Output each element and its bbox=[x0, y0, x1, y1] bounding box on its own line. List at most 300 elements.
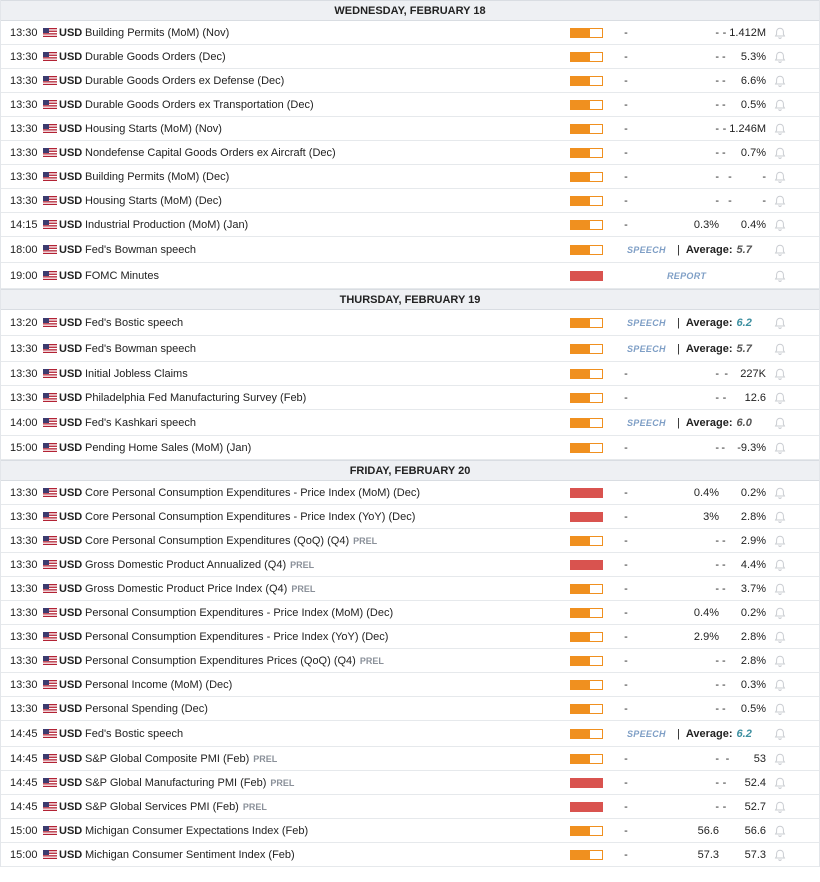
forecast-value: 0.3% bbox=[693, 218, 719, 231]
currency-code: USD bbox=[59, 630, 83, 643]
importance-bar bbox=[570, 704, 603, 714]
event-name-text: Fed's Kashkari speech bbox=[85, 416, 196, 429]
bell-icon[interactable] bbox=[773, 776, 787, 790]
actual-value: - bbox=[624, 582, 628, 595]
importance-bar bbox=[570, 656, 603, 666]
actual-value: - bbox=[624, 534, 628, 547]
importance-bar bbox=[570, 488, 603, 498]
us-flag-icon bbox=[43, 802, 57, 811]
event-name-text: Philadelphia Fed Manufacturing Survey (Feb) bbox=[85, 391, 307, 404]
event-name[interactable] bbox=[85, 21, 229, 44]
importance-bar bbox=[570, 245, 603, 255]
actual-value: - bbox=[624, 848, 628, 861]
forecast-value: - bbox=[715, 50, 719, 63]
event-name[interactable] bbox=[85, 213, 248, 236]
bell-icon[interactable] bbox=[773, 654, 787, 668]
importance-bar bbox=[570, 271, 603, 281]
event-row[interactable] bbox=[1, 747, 819, 771]
currency-code: USD bbox=[59, 243, 83, 256]
us-flag-icon bbox=[43, 100, 57, 109]
bell-icon[interactable] bbox=[773, 243, 787, 257]
forecast-value: - bbox=[715, 702, 719, 715]
bell-icon[interactable] bbox=[773, 678, 787, 692]
event-name[interactable] bbox=[85, 310, 183, 335]
previous-value: - 0.5% bbox=[721, 98, 766, 111]
currency-code: USD bbox=[59, 26, 83, 39]
divider: | bbox=[677, 316, 680, 329]
previous-value: - 52.4 bbox=[722, 776, 766, 789]
event-row[interactable] bbox=[1, 819, 819, 843]
event-name-text: Fed's Bowman speech bbox=[85, 243, 196, 256]
event-row[interactable] bbox=[1, 69, 819, 93]
bell-icon[interactable] bbox=[773, 582, 787, 596]
importance-bar bbox=[570, 632, 603, 642]
event-name-text: Personal Consumption Expenditures - Price Index (YoY) (Dec) bbox=[85, 630, 389, 643]
event-name-text: Durable Goods Orders (Dec) bbox=[85, 50, 226, 63]
actual-value: - bbox=[624, 800, 628, 813]
forecast-value: 56.6 bbox=[697, 824, 719, 837]
event-name[interactable] bbox=[85, 529, 377, 552]
event-row[interactable] bbox=[1, 529, 819, 553]
us-flag-icon bbox=[43, 584, 57, 593]
average-value: 6.2 bbox=[736, 727, 752, 740]
event-row[interactable] bbox=[1, 237, 819, 263]
event-time: 15:00 bbox=[10, 848, 38, 861]
currency-code: USD bbox=[59, 269, 83, 282]
currency-code: USD bbox=[59, 606, 83, 619]
us-flag-icon bbox=[43, 172, 57, 181]
event-row[interactable] bbox=[1, 165, 819, 189]
bell-icon[interactable] bbox=[773, 824, 787, 838]
event-time: 13:30 bbox=[10, 510, 38, 523]
event-name-text: Housing Starts (MoM) (Dec) bbox=[85, 194, 222, 207]
currency-code: USD bbox=[59, 510, 83, 523]
forecast-value: - bbox=[715, 441, 719, 454]
us-flag-icon bbox=[43, 778, 57, 787]
bell-icon[interactable] bbox=[773, 342, 787, 356]
event-name[interactable] bbox=[85, 93, 314, 116]
average-label: Average: bbox=[685, 316, 733, 329]
event-time: 19:00 bbox=[10, 269, 38, 282]
event-time: 13:30 bbox=[10, 98, 38, 111]
bell-icon[interactable] bbox=[773, 800, 787, 814]
us-flag-icon bbox=[43, 443, 57, 452]
importance-bar bbox=[570, 754, 603, 764]
bell-icon[interactable] bbox=[773, 486, 787, 500]
importance-bar bbox=[570, 318, 603, 328]
event-row[interactable] bbox=[1, 481, 819, 505]
event-name[interactable] bbox=[85, 45, 226, 68]
previous-value: - 227K bbox=[724, 367, 766, 380]
us-flag-icon bbox=[43, 196, 57, 205]
us-flag-icon bbox=[43, 512, 57, 521]
forecast-value: - bbox=[715, 391, 719, 404]
forecast-value: - bbox=[715, 776, 719, 789]
average-value: 6.2 bbox=[736, 316, 752, 329]
forecast-value: - bbox=[715, 800, 719, 813]
event-name[interactable] bbox=[85, 649, 384, 672]
currency-code: USD bbox=[59, 146, 83, 159]
event-name[interactable] bbox=[85, 795, 267, 818]
event-name-text: Gross Domestic Product Price Index (Q4) bbox=[85, 582, 288, 595]
event-name-text: S&P Global Manufacturing PMI (Feb) bbox=[85, 776, 267, 789]
importance-bar bbox=[570, 512, 603, 522]
forecast-value: - bbox=[715, 752, 719, 765]
speech-tag: SPEECH bbox=[627, 417, 666, 428]
event-name[interactable] bbox=[85, 69, 284, 92]
us-flag-icon bbox=[43, 729, 57, 738]
bell-icon[interactable] bbox=[773, 26, 787, 40]
event-name[interactable] bbox=[85, 577, 315, 600]
event-row[interactable] bbox=[1, 336, 819, 362]
event-name-text: Durable Goods Orders ex Transportation (Dec) bbox=[85, 98, 314, 111]
previous-value: - 1.412M bbox=[722, 26, 766, 39]
event-time: 13:30 bbox=[10, 194, 38, 207]
event-row[interactable] bbox=[1, 505, 819, 529]
event-name[interactable] bbox=[85, 237, 196, 262]
us-flag-icon bbox=[43, 488, 57, 497]
actual-value: - bbox=[624, 218, 628, 231]
forecast-value: - bbox=[715, 170, 719, 183]
event-name[interactable] bbox=[85, 481, 420, 504]
event-row[interactable] bbox=[1, 117, 819, 141]
currency-code: USD bbox=[59, 848, 83, 861]
forecast-value: - bbox=[715, 678, 719, 691]
bell-icon[interactable] bbox=[773, 630, 787, 644]
importance-bar bbox=[570, 418, 603, 428]
speech-tag: SPEECH bbox=[627, 728, 666, 739]
bell-icon[interactable] bbox=[773, 391, 787, 405]
bell-icon[interactable] bbox=[773, 752, 787, 766]
actual-value: - bbox=[624, 367, 628, 380]
bell-icon[interactable] bbox=[773, 848, 787, 862]
us-flag-icon bbox=[43, 76, 57, 85]
event-row[interactable] bbox=[1, 577, 819, 601]
us-flag-icon bbox=[43, 850, 57, 859]
event-name-text: Industrial Production (MoM) (Jan) bbox=[85, 218, 249, 231]
importance-bar bbox=[570, 608, 603, 618]
event-name[interactable] bbox=[85, 625, 388, 648]
event-name-text: Building Permits (MoM) (Nov) bbox=[85, 26, 230, 39]
forecast-value: - bbox=[715, 26, 719, 39]
us-flag-icon bbox=[43, 536, 57, 545]
event-time: 13:30 bbox=[10, 534, 38, 547]
event-name-text: Core Personal Consumption Expenditures - Price Index (MoM) (Dec) bbox=[85, 486, 421, 499]
previous-value: - 3.7% bbox=[721, 582, 766, 595]
event-time: 14:00 bbox=[10, 416, 38, 429]
event-name[interactable] bbox=[85, 505, 415, 528]
previous-value: - - bbox=[728, 170, 766, 183]
bell-icon[interactable] bbox=[773, 534, 787, 548]
forecast-value: - bbox=[715, 194, 719, 207]
event-name-text: Personal Consumption Expenditures Prices (QoQ) (Q4) bbox=[85, 654, 356, 667]
event-time: 13:30 bbox=[10, 26, 38, 39]
divider: | bbox=[677, 416, 680, 429]
previous-value: - - bbox=[728, 194, 766, 207]
event-row[interactable] bbox=[1, 362, 819, 386]
us-flag-icon bbox=[43, 344, 57, 353]
event-name[interactable] bbox=[85, 771, 294, 794]
event-name-text: Building Permits (MoM) (Dec) bbox=[85, 170, 230, 183]
event-time: 13:30 bbox=[10, 558, 38, 571]
importance-bar bbox=[570, 584, 603, 594]
actual-value: - bbox=[624, 752, 628, 765]
actual-value: - bbox=[624, 630, 628, 643]
previous-value: - 5.3% bbox=[721, 50, 766, 63]
bell-icon[interactable] bbox=[773, 606, 787, 620]
event-name[interactable] bbox=[85, 721, 183, 746]
bell-icon[interactable] bbox=[773, 50, 787, 64]
currency-code: USD bbox=[59, 702, 83, 715]
event-time: 13:30 bbox=[10, 170, 38, 183]
bell-icon[interactable] bbox=[773, 702, 787, 716]
event-row[interactable] bbox=[1, 625, 819, 649]
previous-value: 2.8% bbox=[740, 510, 766, 523]
previous-value: 0.4% bbox=[740, 218, 766, 231]
event-name[interactable] bbox=[85, 410, 196, 435]
previous-value: - 6.6% bbox=[721, 74, 766, 87]
previous-value: - 12.6 bbox=[722, 391, 766, 404]
currency-code: USD bbox=[59, 50, 83, 63]
bell-icon[interactable] bbox=[773, 218, 787, 232]
currency-code: USD bbox=[59, 678, 83, 691]
average-rating bbox=[677, 310, 752, 335]
event-time: 13:30 bbox=[10, 678, 38, 691]
event-time: 13:30 bbox=[10, 367, 38, 380]
bell-icon[interactable] bbox=[773, 367, 787, 381]
event-name[interactable] bbox=[85, 189, 222, 212]
prel-badge: PREL bbox=[242, 801, 267, 812]
currency-code: USD bbox=[59, 367, 83, 380]
currency-code: USD bbox=[59, 98, 83, 111]
actual-value: - bbox=[624, 122, 628, 135]
event-time: 13:30 bbox=[10, 606, 38, 619]
prel-badge: PREL bbox=[359, 655, 384, 666]
event-name[interactable] bbox=[85, 819, 308, 842]
event-name[interactable] bbox=[85, 165, 229, 188]
currency-code: USD bbox=[59, 824, 83, 837]
event-name-text: Fed's Bowman speech bbox=[85, 342, 196, 355]
currency-code: USD bbox=[59, 752, 83, 765]
actual-value: - bbox=[624, 558, 628, 571]
divider: | bbox=[677, 342, 680, 355]
importance-bar bbox=[570, 443, 603, 453]
forecast-value: 57.3 bbox=[697, 848, 719, 861]
currency-code: USD bbox=[59, 800, 83, 813]
prel-badge: PREL bbox=[353, 535, 378, 546]
event-name[interactable] bbox=[85, 263, 159, 288]
event-row[interactable] bbox=[1, 697, 819, 721]
currency-code: USD bbox=[59, 776, 83, 789]
event-row[interactable] bbox=[1, 310, 819, 336]
event-row[interactable] bbox=[1, 93, 819, 117]
event-row[interactable] bbox=[1, 649, 819, 673]
event-name[interactable] bbox=[85, 362, 188, 385]
event-row[interactable] bbox=[1, 189, 819, 213]
actual-value: - bbox=[624, 824, 628, 837]
event-name-text: Core Personal Consumption Expenditures (QoQ) (Q4) bbox=[85, 534, 350, 547]
bell-icon[interactable] bbox=[773, 316, 787, 330]
forecast-value: - bbox=[715, 146, 719, 159]
event-row[interactable] bbox=[1, 386, 819, 410]
event-time: 18:00 bbox=[10, 243, 38, 256]
day-header: THURSDAY, FEBRUARY 19 bbox=[1, 289, 819, 310]
importance-bar bbox=[570, 52, 603, 62]
event-row[interactable] bbox=[1, 141, 819, 165]
currency-code: USD bbox=[59, 441, 83, 454]
us-flag-icon bbox=[43, 680, 57, 689]
event-row[interactable] bbox=[1, 771, 819, 795]
event-name[interactable] bbox=[85, 141, 336, 164]
previous-value: - 2.9% bbox=[721, 534, 766, 547]
event-time: 14:45 bbox=[10, 727, 38, 740]
event-row[interactable] bbox=[1, 21, 819, 45]
previous-value: - 52.7 bbox=[722, 800, 766, 813]
currency-code: USD bbox=[59, 316, 83, 329]
bell-icon[interactable] bbox=[773, 416, 787, 430]
importance-bar bbox=[570, 100, 603, 110]
actual-value: - bbox=[624, 606, 628, 619]
event-name-text: Pending Home Sales (MoM) (Jan) bbox=[85, 441, 252, 454]
forecast-value: - bbox=[715, 582, 719, 595]
event-name-text: Gross Domestic Product Annualized (Q4) bbox=[85, 558, 287, 571]
day-header: FRIDAY, FEBRUARY 20 bbox=[1, 460, 819, 481]
event-row[interactable] bbox=[1, 263, 819, 289]
currency-code: USD bbox=[59, 727, 83, 740]
day-header: WEDNESDAY, FEBRUARY 18 bbox=[1, 0, 819, 21]
bell-icon[interactable] bbox=[773, 510, 787, 524]
importance-bar bbox=[570, 196, 603, 206]
average-label: Average: bbox=[685, 727, 733, 740]
currency-code: USD bbox=[59, 534, 83, 547]
prel-badge: PREL bbox=[253, 753, 278, 764]
event-name[interactable] bbox=[85, 747, 277, 770]
bell-icon[interactable] bbox=[773, 146, 787, 160]
event-time: 13:30 bbox=[10, 654, 38, 667]
event-row[interactable] bbox=[1, 410, 819, 436]
currency-code: USD bbox=[59, 194, 83, 207]
previous-value: 0.2% bbox=[740, 486, 766, 499]
forecast-value: - bbox=[715, 98, 719, 111]
event-row[interactable] bbox=[1, 795, 819, 819]
event-name[interactable] bbox=[85, 843, 295, 866]
actual-value: - bbox=[624, 391, 628, 404]
forecast-value: - bbox=[715, 367, 719, 380]
bell-icon[interactable] bbox=[773, 269, 787, 283]
event-name[interactable] bbox=[85, 601, 393, 624]
event-name[interactable] bbox=[85, 697, 208, 720]
forecast-value: 0.4% bbox=[693, 606, 719, 619]
event-name-text: FOMC Minutes bbox=[85, 269, 159, 282]
event-time: 15:00 bbox=[10, 824, 38, 837]
event-name[interactable] bbox=[85, 436, 251, 459]
event-time: 14:15 bbox=[10, 218, 38, 231]
previous-value: 0.2% bbox=[740, 606, 766, 619]
currency-code: USD bbox=[59, 416, 83, 429]
us-flag-icon bbox=[43, 124, 57, 133]
event-time: 13:20 bbox=[10, 316, 38, 329]
currency-code: USD bbox=[59, 582, 83, 595]
importance-bar bbox=[570, 344, 603, 354]
us-flag-icon bbox=[43, 52, 57, 61]
currency-code: USD bbox=[59, 654, 83, 667]
event-row[interactable] bbox=[1, 721, 819, 747]
importance-bar bbox=[570, 850, 603, 860]
prel-badge: PREL bbox=[290, 559, 315, 570]
event-row[interactable] bbox=[1, 213, 819, 237]
event-time: 13:30 bbox=[10, 50, 38, 63]
bell-icon[interactable] bbox=[773, 122, 787, 136]
currency-code: USD bbox=[59, 558, 83, 571]
importance-bar bbox=[570, 28, 603, 38]
currency-code: USD bbox=[59, 486, 83, 499]
speech-tag: SPEECH bbox=[627, 244, 666, 255]
previous-value: 2.8% bbox=[740, 630, 766, 643]
event-row[interactable] bbox=[1, 45, 819, 69]
average-value: 6.0 bbox=[736, 416, 752, 429]
event-time: 14:45 bbox=[10, 776, 38, 789]
event-name-text: Michigan Consumer Sentiment Index (Feb) bbox=[85, 848, 295, 861]
event-row[interactable] bbox=[1, 843, 819, 867]
importance-bar bbox=[570, 536, 603, 546]
bell-icon[interactable] bbox=[773, 441, 787, 455]
bell-icon[interactable] bbox=[773, 194, 787, 208]
event-name[interactable] bbox=[85, 553, 314, 576]
actual-value: - bbox=[624, 26, 628, 39]
forecast-value: - bbox=[715, 558, 719, 571]
event-name-text: Personal Spending (Dec) bbox=[85, 702, 208, 715]
bell-icon[interactable] bbox=[773, 727, 787, 741]
actual-value: - bbox=[624, 678, 628, 691]
bell-icon[interactable] bbox=[773, 170, 787, 184]
importance-bar bbox=[570, 124, 603, 134]
bell-icon[interactable] bbox=[773, 558, 787, 572]
event-name-text: S&P Global Services PMI (Feb) bbox=[85, 800, 239, 813]
event-name[interactable] bbox=[85, 673, 232, 696]
importance-bar bbox=[570, 393, 603, 403]
event-name[interactable] bbox=[85, 386, 306, 409]
event-row[interactable] bbox=[1, 601, 819, 625]
us-flag-icon bbox=[43, 220, 57, 229]
event-name-text: Housing Starts (MoM) (Nov) bbox=[85, 122, 222, 135]
us-flag-icon bbox=[43, 28, 57, 37]
us-flag-icon bbox=[43, 754, 57, 763]
event-name[interactable] bbox=[85, 336, 196, 361]
event-row[interactable] bbox=[1, 673, 819, 697]
bell-icon[interactable] bbox=[773, 98, 787, 112]
event-row[interactable] bbox=[1, 553, 819, 577]
currency-code: USD bbox=[59, 391, 83, 404]
us-flag-icon bbox=[43, 318, 57, 327]
event-row[interactable] bbox=[1, 436, 819, 460]
importance-bar bbox=[570, 778, 603, 788]
event-time: 13:30 bbox=[10, 582, 38, 595]
event-name-text: Fed's Bostic speech bbox=[85, 316, 184, 329]
bell-icon[interactable] bbox=[773, 74, 787, 88]
average-rating bbox=[677, 410, 752, 435]
event-name-text: Nondefense Capital Goods Orders ex Aircraft (Dec) bbox=[85, 146, 336, 159]
speech-tag: SPEECH bbox=[627, 343, 666, 354]
previous-value: - 0.3% bbox=[721, 678, 766, 691]
prel-badge: PREL bbox=[291, 583, 316, 594]
average-rating bbox=[677, 336, 752, 361]
us-flag-icon bbox=[43, 704, 57, 713]
event-time: 13:30 bbox=[10, 702, 38, 715]
us-flag-icon bbox=[43, 418, 57, 427]
event-name-text: Personal Consumption Expenditures - Price Index (MoM) (Dec) bbox=[85, 606, 394, 619]
event-name[interactable] bbox=[85, 117, 222, 140]
forecast-value: - bbox=[715, 74, 719, 87]
